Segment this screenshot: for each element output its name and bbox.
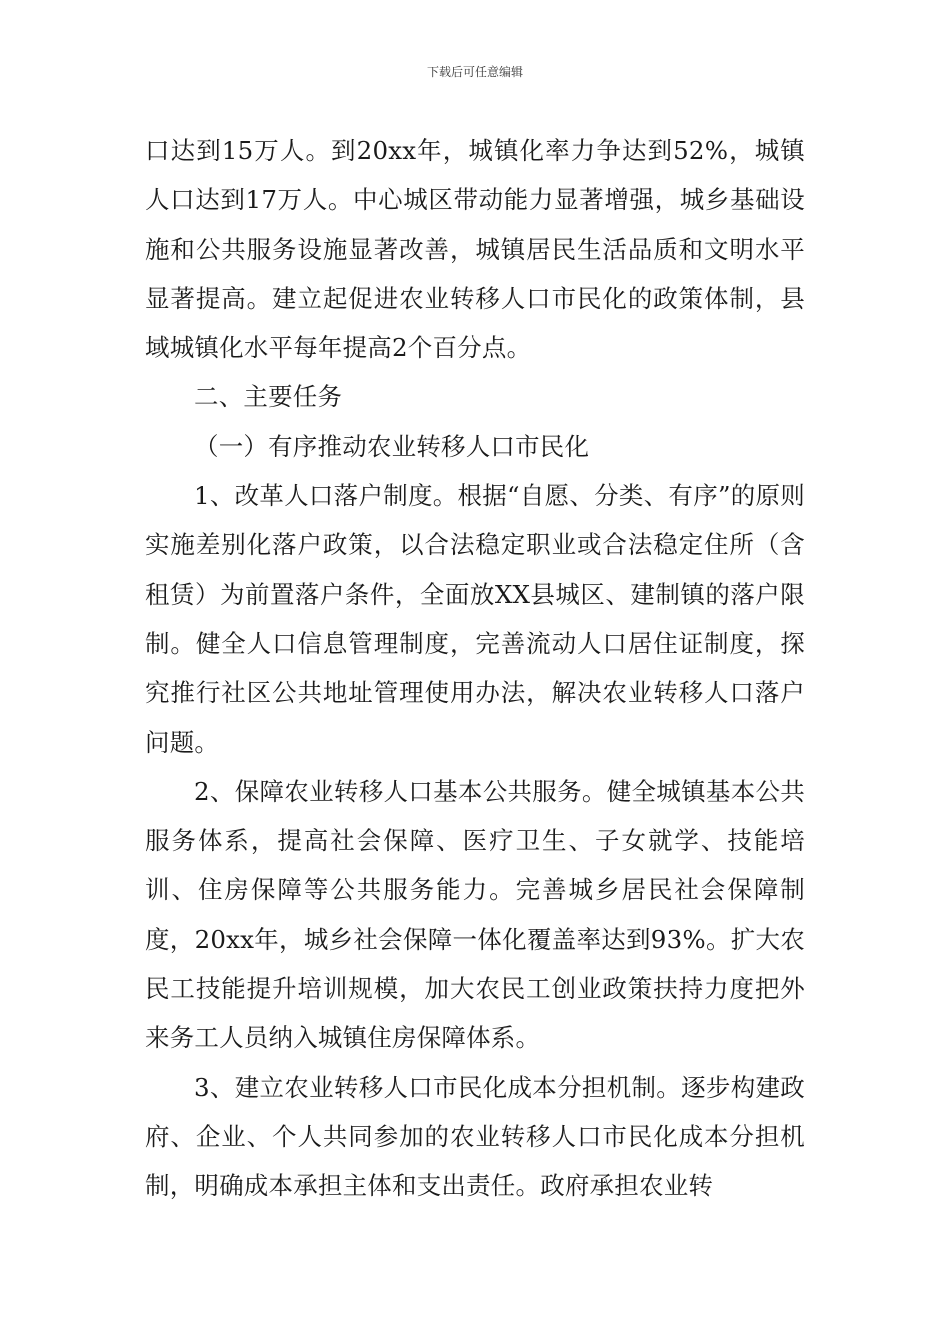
section-heading-main-tasks: 二、主要任务 [194,382,343,412]
subsection-heading-1: （一）有序推动农业转移人口市民化 [194,431,590,461]
page-header: 下载后可任意编辑 [426,65,523,79]
paragraph-item-1: 1、改革人口落户制度。根据“自愿、分类、有序”的原则实施差别化落户政策，以合法稳定职业或合法稳定住所（含租赁）为前置落户条件，全面放XX县城区、建制镇的落户限制。健全人口信息管理制度，完善流动人口居住证制度，探究推行社区公共地址管理使用办法，解决农业转移人口落户问题。 [145,481,805,757]
paragraph-1: 口达到15万人。到20xx年，城镇化率力争达到52%，城镇人口达到17万人。中心城区带动能力显著增强，城乡基础设施和公共服务设施显著改善，城镇居民生活品质和文明水平显著提高。建立起促进农业转移人口市民化的政策体制，县域城镇化水平每年提高2个百分点。 [145,136,805,363]
paragraph-item-3: 3、建立农业转移人口市民化成本分担机制。逐步构建政府、企业、个人共同参加的农业转移人口市民化成本分担机制，明确成本承担主体和支出责任。政府承担农业转 [145,1072,805,1201]
paragraph-item-2: 2、保障农业转移人口基本公共服务。健全城镇基本公共服务体系，提高社会保障、医疗卫生、子女就学、技能培训、住房保障等公共服务能力。完善城乡居民社会保障制度，20xx年，城乡社会保障一体化覆盖率达到93%。扩大农民工技能提升培训规模，加大农民工创业政策扶持力度把外来务工人员纳入城镇住房保障体系。 [145,776,805,1053]
document-body [145,126,805,1211]
